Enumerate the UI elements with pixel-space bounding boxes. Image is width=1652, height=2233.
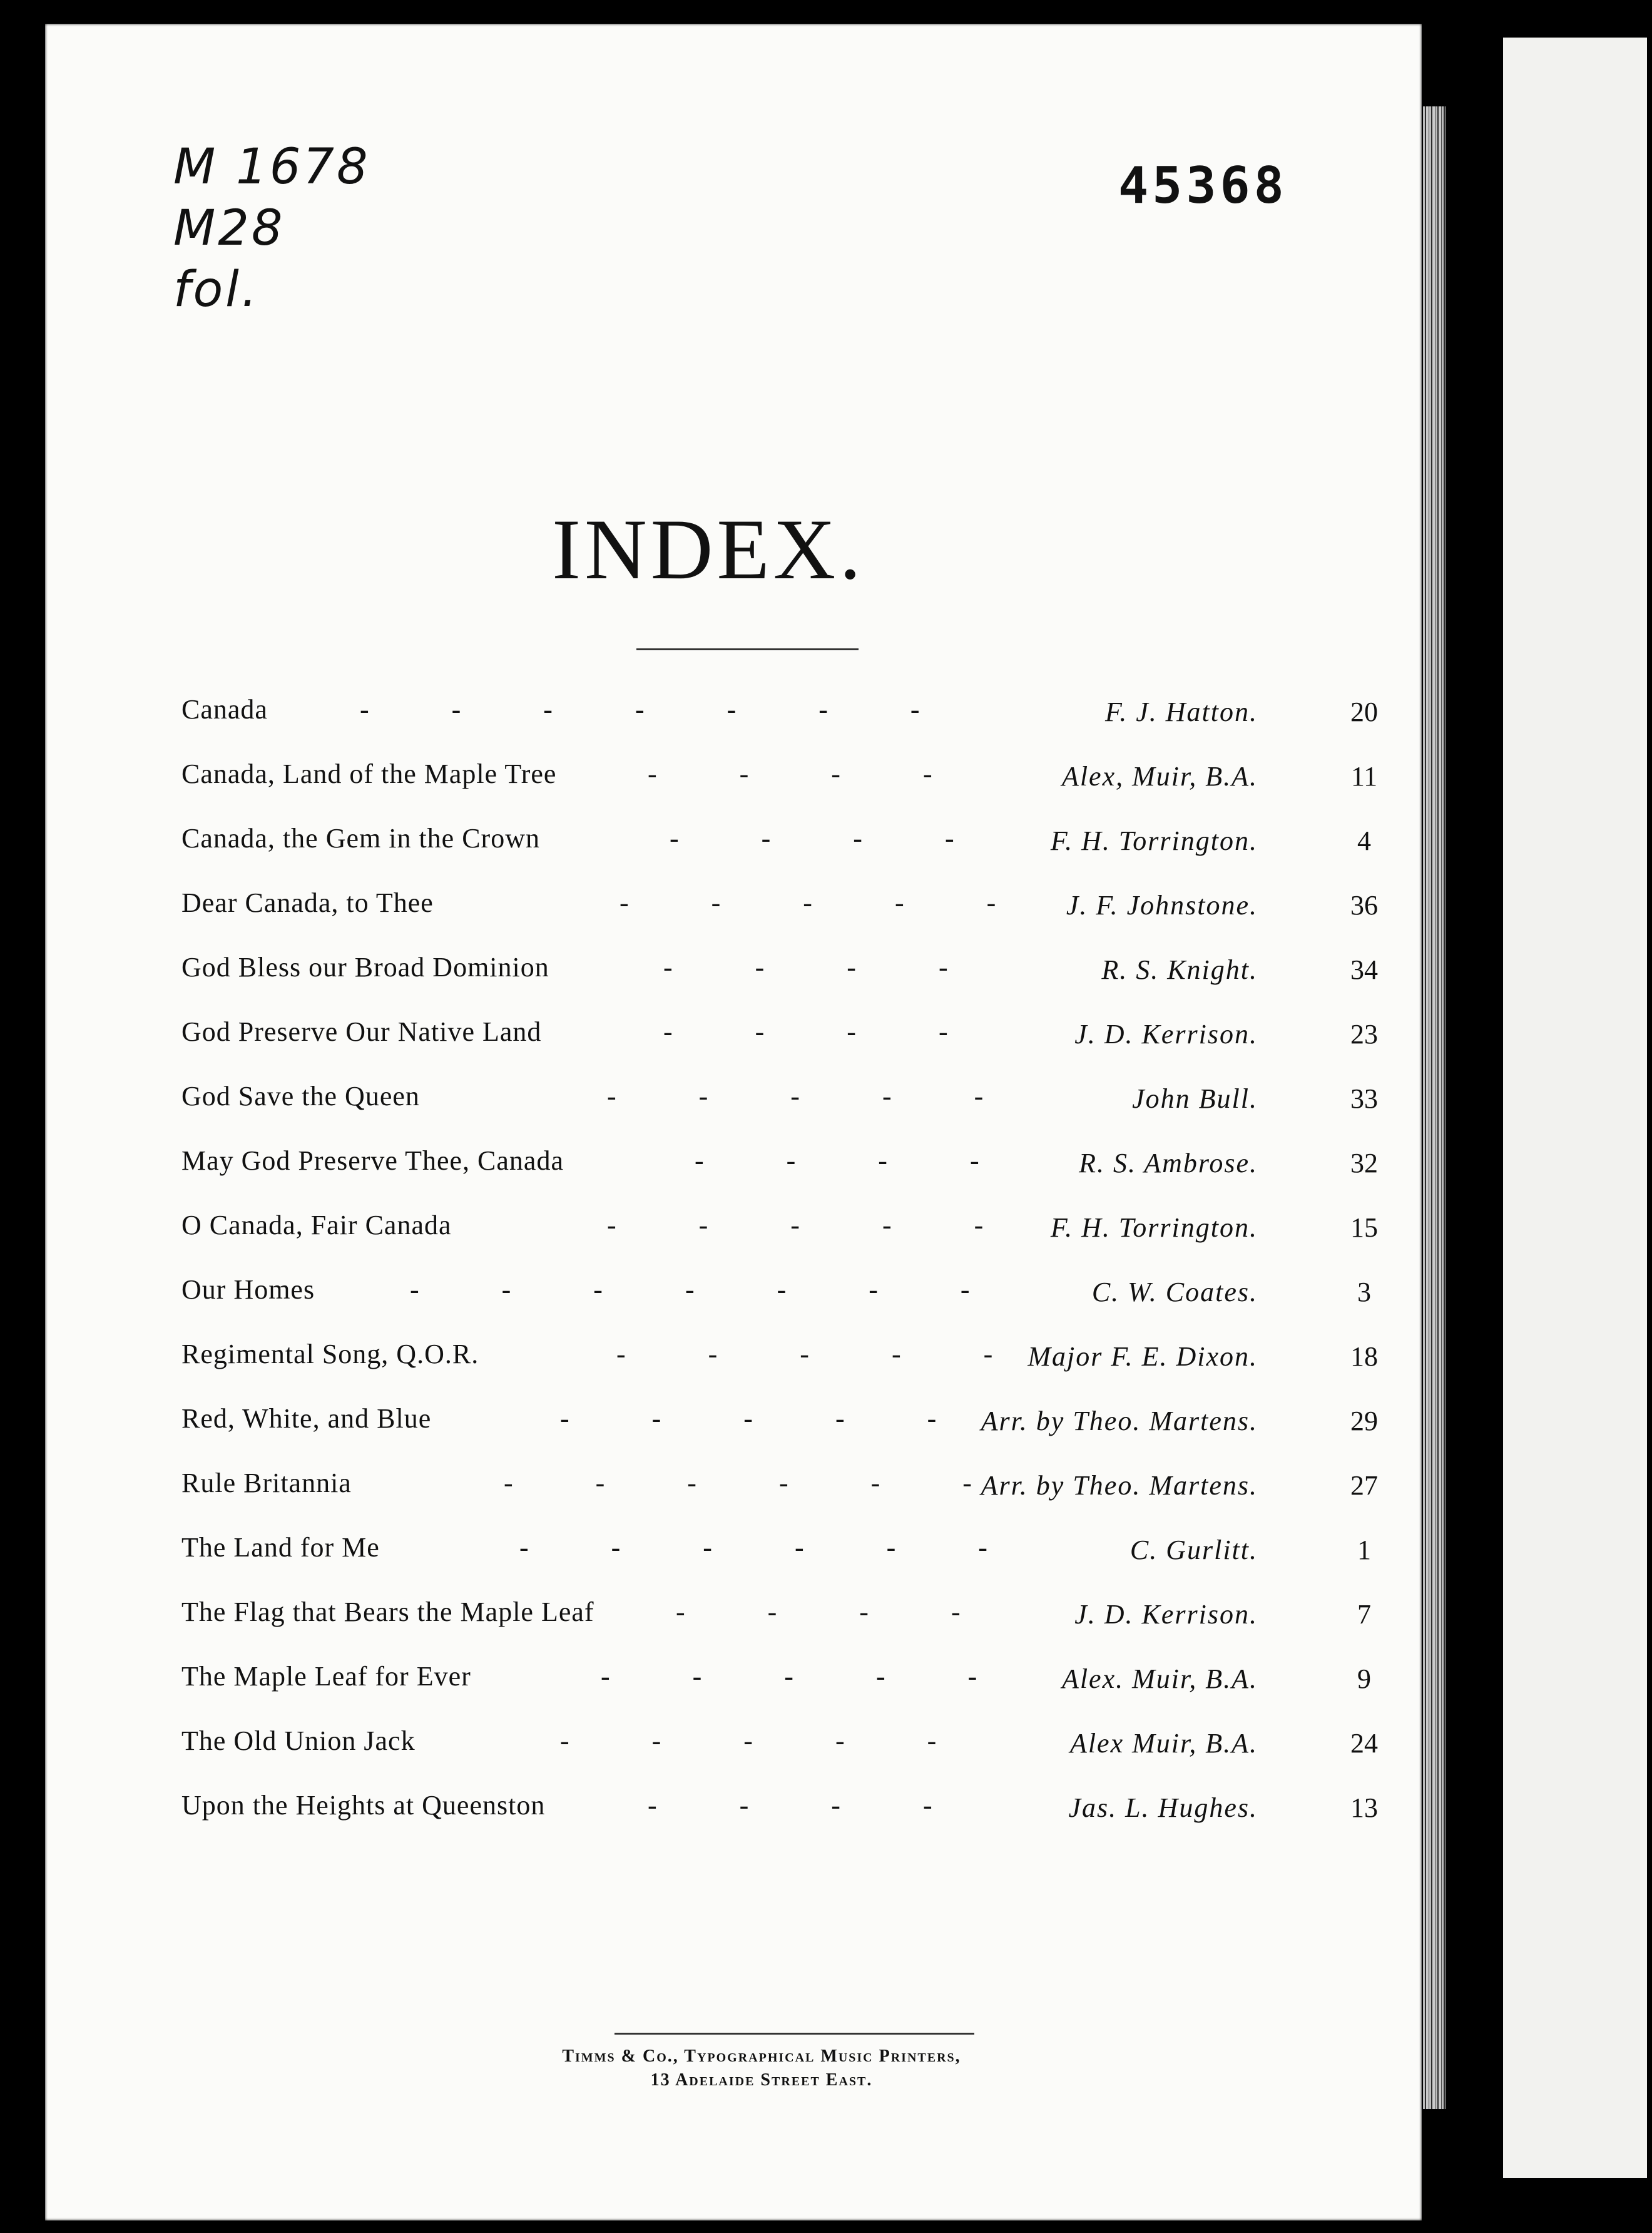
leader-dashes: - - - - - [560, 1403, 937, 1434]
leader-dashes: - - - - - [607, 1210, 984, 1240]
printer-imprint-line-2: 13 Adelaide Street East. [650, 2070, 873, 2090]
entry-page-number: 33 [1350, 1083, 1378, 1114]
index-entry [181, 1074, 1378, 1138]
entry-title: Canada, Land of the Maple Tree [181, 759, 557, 789]
entry-page-number: 9 [1357, 1663, 1371, 1694]
entry-page-number: 13 [1350, 1792, 1378, 1823]
entry-page-number: 20 [1350, 697, 1378, 727]
leader-dashes: - - - - - [616, 1339, 993, 1369]
entry-composer: J. D. Kerrison. [1074, 1599, 1258, 1630]
entry-composer: R. S. Knight. [1101, 954, 1258, 985]
index-page [45, 24, 1422, 2220]
entry-page-number: 1 [1357, 1535, 1371, 1565]
footer-divider [614, 2033, 974, 2035]
entry-page-number: 23 [1350, 1019, 1378, 1050]
entry-title: O Canada, Fair Canada [181, 1210, 452, 1240]
entry-composer: Alex. Muir, B.A. [1061, 1663, 1258, 1694]
leader-dashes: - - - - - [560, 1725, 937, 1756]
index-entries [181, 687, 1378, 1847]
entry-composer: Alex, Muir, B.A. [1061, 761, 1258, 792]
index-entry [181, 1138, 1378, 1203]
entry-title: The Maple Leaf for Ever [181, 1661, 471, 1692]
entry-composer: Major F. E. Dixon. [1027, 1341, 1258, 1372]
leader-dashes: - - - - - - [519, 1532, 987, 1563]
entry-composer: R. S. Ambrose. [1079, 1148, 1258, 1178]
entry-page-number: 4 [1357, 825, 1371, 856]
entry-title: God Save the Queen [181, 1081, 420, 1111]
entry-title: Regimental Song, Q.O.R. [181, 1339, 479, 1369]
entry-title: Red, White, and Blue [181, 1403, 432, 1434]
leader-dashes: - - - - [663, 952, 948, 983]
handwritten-call-number [173, 136, 370, 320]
leader-dashes: - - - - - - - [410, 1274, 970, 1305]
entry-title: The Flag that Bears the Maple Leaf [181, 1597, 594, 1627]
entry-title: Our Homes [181, 1274, 315, 1305]
entry-composer: C. W. Coates. [1091, 1277, 1258, 1307]
entry-composer: F. J. Hatton. [1105, 697, 1258, 727]
entry-page-number: 18 [1350, 1341, 1378, 1372]
entry-title: Rule Britannia [181, 1468, 352, 1498]
index-entry [181, 881, 1378, 945]
entry-page-number: 24 [1350, 1728, 1378, 1759]
entry-composer: C. Gurlitt. [1129, 1535, 1258, 1565]
entry-title: The Land for Me [181, 1532, 380, 1563]
entry-composer: J. D. Kerrison. [1074, 1019, 1258, 1050]
index-entry [181, 687, 1378, 752]
adjacent-page-edge [1422, 19, 1652, 2233]
leader-dashes: - - - - - - [504, 1468, 972, 1498]
entry-title: May God Preserve Thee, Canada [181, 1145, 564, 1176]
handwritten-line: fol. [173, 262, 260, 318]
index-entry [181, 1783, 1378, 1847]
entry-page-number: 34 [1350, 954, 1378, 985]
index-entry [181, 1654, 1370, 1719]
entry-page-number: 29 [1350, 1406, 1378, 1436]
handwritten-line: M28 [173, 200, 285, 257]
entry-title: Dear Canada, to Thee [181, 887, 434, 918]
index-entry [181, 1719, 1378, 1783]
leader-dashes: - - - - - - - [360, 694, 920, 725]
index-entry [181, 1525, 1370, 1590]
index-entry [181, 816, 1370, 881]
entry-composer: Arr. by Theo. Martens. [981, 1406, 1258, 1436]
entry-composer: Jas. L. Hughes. [1068, 1792, 1258, 1823]
entry-title: The Old Union Jack [181, 1725, 416, 1756]
index-entry [181, 1267, 1370, 1332]
entry-page-number: 7 [1357, 1599, 1371, 1630]
leader-dashes: - - - - [695, 1145, 979, 1176]
entry-page-number: 32 [1350, 1148, 1378, 1178]
index-entry [181, 1590, 1370, 1654]
index-entry [181, 1396, 1378, 1461]
index-entry [181, 752, 1378, 816]
leader-dashes: - - - - [648, 759, 932, 789]
entry-page-number: 15 [1350, 1212, 1378, 1243]
printer-imprint-line-1: Timms & Co., Typographical Music Printers, [562, 2046, 961, 2066]
entry-composer: Arr. by Theo. Martens. [981, 1470, 1258, 1501]
entry-page-number: 27 [1350, 1470, 1378, 1501]
title-divider [636, 648, 859, 650]
leader-dashes: - - - - [670, 823, 954, 854]
index-entry [181, 1332, 1378, 1396]
leader-dashes: - - - - - [607, 1081, 984, 1111]
entry-composer: J. F. Johnstone. [1066, 890, 1258, 921]
index-entry [181, 1461, 1378, 1525]
entry-title: Canada [181, 694, 268, 725]
entry-page-number: 11 [1350, 761, 1378, 792]
leader-dashes: - - - - - [620, 887, 996, 918]
entry-title: God Bless our Broad Dominion [181, 952, 549, 983]
leader-dashes: - - - - [663, 1016, 948, 1047]
facing-page [1503, 38, 1647, 2178]
page-edge-texture [1423, 106, 1446, 2109]
leader-dashes: - - - - [676, 1597, 961, 1627]
leader-dashes: - - - - [648, 1790, 932, 1821]
entry-title: Upon the Heights at Queenston [181, 1790, 546, 1821]
page-title: INDEX. [552, 501, 865, 597]
entry-composer: F. H. Torrington. [1050, 825, 1258, 856]
entry-composer: John Bull. [1132, 1083, 1258, 1114]
accession-number-stamp: 45368 [1118, 156, 1288, 215]
index-entry [181, 1009, 1378, 1074]
entry-composer: Alex Muir, B.A. [1069, 1728, 1258, 1759]
entry-page-number: 3 [1357, 1277, 1371, 1307]
entry-title: Canada, the Gem in the Crown [181, 823, 540, 854]
entry-composer: F. H. Torrington. [1050, 1212, 1258, 1243]
entry-title: God Preserve Our Native Land [181, 1016, 542, 1047]
index-entry [181, 945, 1378, 1009]
handwritten-line: M 1678 [173, 139, 370, 195]
leader-dashes: - - - - - [601, 1661, 977, 1692]
entry-page-number: 36 [1350, 890, 1378, 921]
index-entry [181, 1203, 1378, 1267]
